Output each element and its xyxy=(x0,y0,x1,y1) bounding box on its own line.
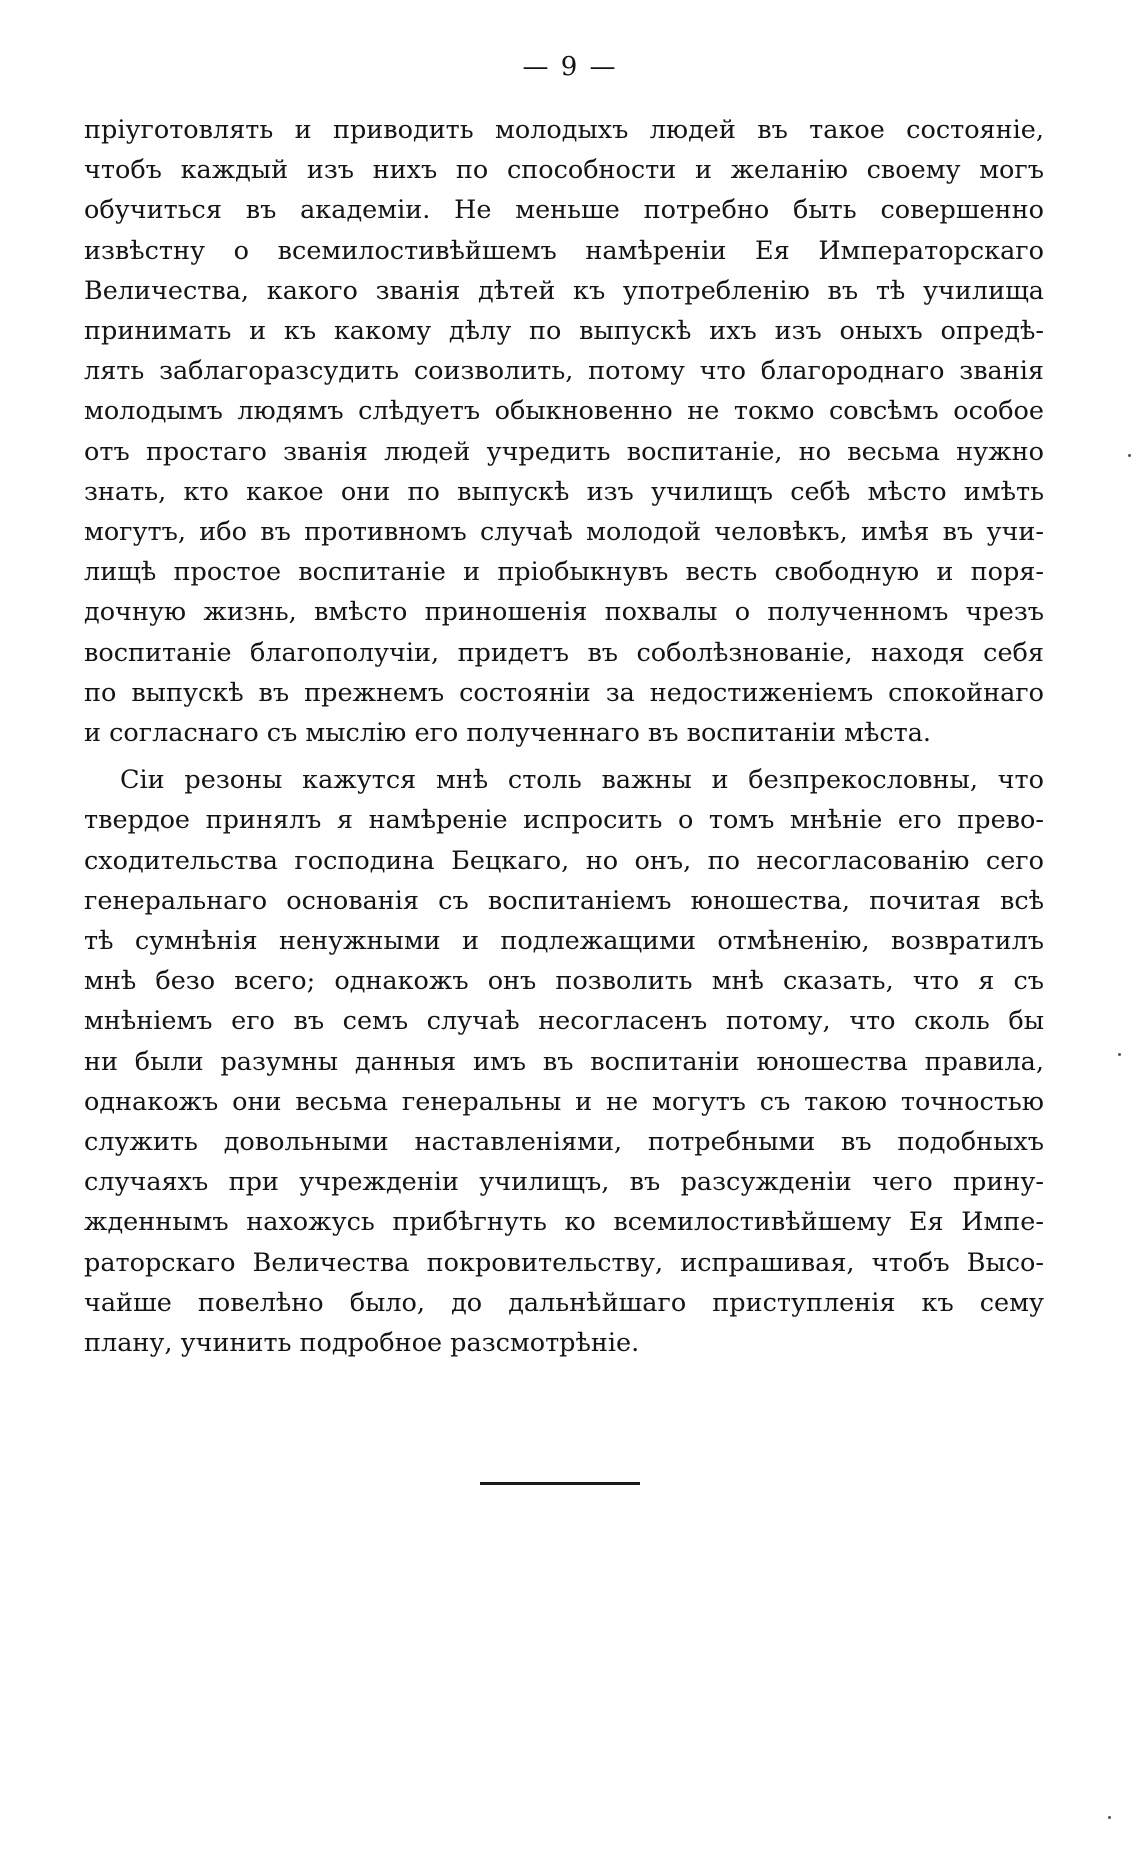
paragraph xyxy=(84,760,1044,1363)
text-line: лять заблагоразсудить соизволить, потому что благороднаго званія xyxy=(84,356,1044,387)
text-line: твердое принялъ я намѣреніе испросить о томъ мнѣніе его прево- xyxy=(84,805,1044,836)
paragraph xyxy=(84,110,1044,753)
text-line: жденнымъ нахожусь прибѣгнуть ко всемилостивѣйшему Ея Импе- xyxy=(84,1207,1044,1238)
text-line: мнѣ безо всего; однакожъ онъ позволить мнѣ сказать, что я съ xyxy=(84,966,1044,997)
text-line: сходительства господина Бецкаго, но онъ, по несогласованію сего xyxy=(84,845,1044,876)
text-line: однакожъ они весьма генеральны и не могутъ съ такою точностью xyxy=(84,1086,1044,1117)
text-line: случаяхъ при учрежденіи училищъ, въ разсужденіи чего прину- xyxy=(84,1167,1044,1198)
paper-speck xyxy=(1118,1053,1121,1056)
text-line: отъ простаго званія людей учредить воспитаніе, но весьма нужно xyxy=(84,436,1044,467)
text-line: и согласнаго съ мыслію его полученнаго въ воспитаніи мѣста. xyxy=(84,718,932,749)
text-line: генеральнаго основанія съ воспитаніемъ юношества, почитая всѣ xyxy=(84,885,1044,916)
text-line: воспитаніе благополучіи, придетъ въ соболѣзнованіе, находя себя xyxy=(84,637,1044,668)
text-line: извѣстну о всемилостивѣйшемъ намѣреніи Ея Императорскаго xyxy=(84,235,1044,266)
text-line: могутъ, ибо въ противномъ случаѣ молодой человѣкъ, имѣя въ учи- xyxy=(84,517,1044,548)
paragraph-gap xyxy=(84,753,1044,760)
text-line: служить довольными наставленіями, потребными въ подобныхъ xyxy=(84,1127,1044,1158)
text-line: принимать и къ какому дѣлу по выпускѣ ихъ изъ оныхъ опредѣ- xyxy=(84,316,1044,347)
page-number: — 9 — xyxy=(522,52,618,82)
text-line: по выпускѣ въ прежнемъ состояніи за недостиженіемъ спокойнаго xyxy=(84,677,1044,708)
text-line: Сіи резоны кажутся мнѣ столь важны и безпрекословны, что xyxy=(120,765,1044,796)
text-line: чайше повелѣно было, до дальнѣйшаго приступленія къ сему xyxy=(84,1287,1044,1318)
end-rule-divider xyxy=(480,1482,640,1485)
body-text xyxy=(84,110,1044,1363)
text-line: раторскаго Величества покровительству, испрашивая, чтобъ Высо- xyxy=(84,1247,1044,1278)
text-line: пріуготовлять и приводить молодыхъ людей въ такое состояніе, xyxy=(84,115,1044,145)
text-line: знать, кто какое они по выпускѣ изъ училищъ себѣ мѣсто имѣть xyxy=(84,476,1044,507)
paper-speck xyxy=(1108,1816,1111,1819)
text-line: мнѣніемъ его въ семъ случаѣ несогласенъ потому, что сколь бы xyxy=(84,1006,1044,1037)
text-line: Величества, какого званія дѣтей къ употребленію въ тѣ училища xyxy=(84,275,1044,306)
text-line: дочную жизнь, вмѣсто приношенія похвалы о полученномъ чрезъ xyxy=(84,597,1044,628)
text-line: обучиться въ академіи. Не меньше потребно быть совершенно xyxy=(84,195,1044,226)
text-line: плану, учинить подробное разсмотрѣніе. xyxy=(84,1328,640,1359)
paper-speck xyxy=(1128,454,1131,457)
text-line: чтобъ каждый изъ нихъ по способности и желанію своему могъ xyxy=(84,155,1044,186)
text-line: молодымъ людямъ слѣдуетъ обыкновенно не токмо совсѣмъ особое xyxy=(84,396,1044,427)
text-line: ни были разумны данныя имъ въ воспитаніи юношества правила, xyxy=(84,1046,1044,1077)
text-line: тѣ сумнѣнія ненужными и подлежащими отмѣненію, возвратилъ xyxy=(84,926,1044,957)
text-line: лищѣ простое воспитаніе и пріобыкнувъ весть свободную и поря- xyxy=(84,557,1044,588)
